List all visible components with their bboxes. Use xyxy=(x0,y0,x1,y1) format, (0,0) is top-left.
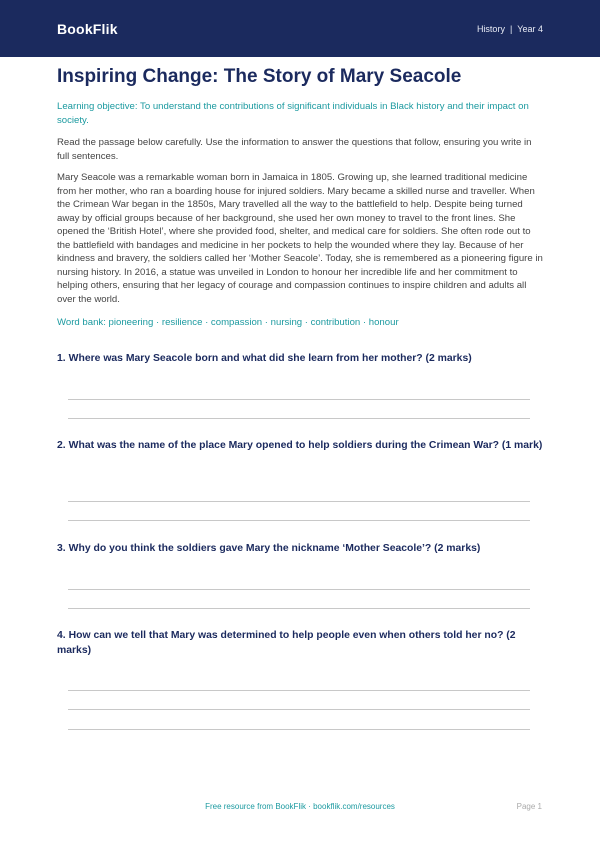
reading-passage: Mary Seacole was a remarkable woman born in Jamaica in 1805. Growing up, she learned traditional medicine from her mother, who ran a boarding house for injured soldiers. Mary became a skilled nurse and traveller. When the Crimean War began in the 1850s, Mary travelled all the way to the battlefield to help. Despite being turned away by official groups because of her background, she used her own money to travel to the front lines. She opened the ‘British Hotel’, where she provided food, shelter, and medical care for soldiers. She often rode out to the battlefield with bandages and medicine in her pockets to help the wounded where they lay. Because of her kindness and bravery, the soldiers called her ‘Mother Seacole’. Today, she is remembered as a pioneering figure in nursing history. In 2016, a statue was unveiled in London to honour her incredible life and her commitment to helping others, ensuring that her legacy of courage and compassion continues to inspire children and adults all over the world. xyxy=(57,172,543,305)
answer-line[interactable] xyxy=(68,418,530,419)
question-3 xyxy=(57,541,543,556)
answer-line[interactable] xyxy=(68,709,530,710)
question-text: Why do you think the soldiers gave Mary the nickname ‘Mother Seacole’? (2 marks) xyxy=(68,543,481,554)
answer-line[interactable] xyxy=(68,589,530,590)
answer-line[interactable] xyxy=(68,501,530,502)
learning-objective: Learning objective: To understand the contributions of significant individuals in Black history and their impact on society. xyxy=(57,101,529,126)
brand-logo: BookFlik xyxy=(57,20,118,37)
instructions: Read the passage below carefully. Use the information to answer the questions that follow, ensuring you write in full sentences. xyxy=(57,137,532,162)
question-text: What was the name of the place Mary opened to help soldiers during the Crimean War? (1 mark) xyxy=(68,440,543,451)
footer-source-link[interactable]: Free resource from BookFlik · bookflik.com/resources xyxy=(205,802,395,811)
question-text: How can we tell that Mary was determined to help people even when others told her no? (2 marks) xyxy=(57,630,516,656)
year-label: Year 4 xyxy=(517,23,543,34)
question-2 xyxy=(57,438,543,453)
page-number: Page 1 xyxy=(516,802,542,811)
answer-line[interactable] xyxy=(68,520,530,521)
word-bank: Word bank: pioneering · resilience · compassion · nursing · contribution · honour xyxy=(57,317,399,328)
question-1 xyxy=(57,351,543,366)
question-text: Where was Mary Seacole born and what did she learn from her mother? (2 marks) xyxy=(68,353,472,364)
page-header xyxy=(0,0,600,57)
question-number: 4. xyxy=(57,630,66,641)
answer-line[interactable] xyxy=(68,690,530,691)
subject-year-label xyxy=(477,24,543,34)
question-number: 3. xyxy=(57,543,66,554)
question-number: 2. xyxy=(57,440,66,451)
subject-label: History xyxy=(476,23,505,34)
question-number: 1. xyxy=(57,353,66,364)
answer-line[interactable] xyxy=(68,399,530,400)
worksheet-body xyxy=(57,65,543,328)
answer-line[interactable] xyxy=(68,729,530,730)
answer-line[interactable] xyxy=(68,608,530,609)
page-title: Inspiring Change: The Story of Mary Seacole xyxy=(57,66,462,87)
question-4 xyxy=(57,628,543,658)
meta-separator: | xyxy=(509,23,513,34)
